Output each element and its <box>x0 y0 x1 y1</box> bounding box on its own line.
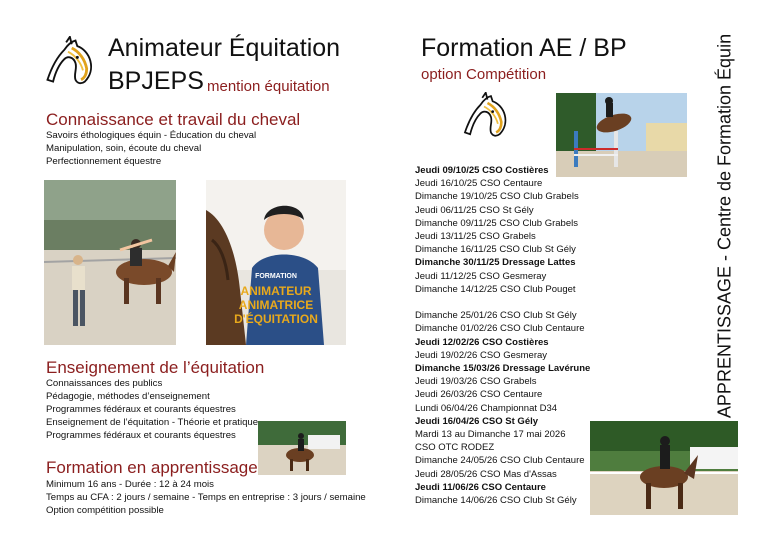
title-line1: Animateur Équitation <box>108 34 341 62</box>
list-item: Temps au CFA : 2 jours / semaine - Temps en entreprise : 3 jours / semaine <box>46 492 366 503</box>
list-item: Option compétition possible <box>46 505 164 516</box>
schedule-item: Dimanche 01/02/26 CSO Club Centaure <box>415 323 585 335</box>
schedule-item: Jeudi 28/05/26 CSO Mas d'Assas <box>415 468 557 480</box>
schedule-item: Dimanche 16/11/25 CSO Club St Gély <box>415 244 576 256</box>
schedule-item: Dimanche 14/12/25 CSO Club Pouget <box>415 283 576 295</box>
schedule-item: Jeudi 11/12/25 CSO Gesmeray <box>415 270 547 282</box>
photo-poster <box>206 180 346 345</box>
list-item: Manipulation, soin, écoute du cheval <box>46 143 202 154</box>
section2-list <box>46 377 258 442</box>
schedule-item: Dimanche 19/10/25 CSO Club Grabels <box>415 191 579 203</box>
list-item: Perfectionnement équestre <box>46 156 162 167</box>
schedule-item: Jeudi 12/02/26 CSO Costières <box>415 336 549 348</box>
poster-line1: ANIMATEUR <box>240 284 312 298</box>
photo-vaulting <box>44 180 176 345</box>
schedule-item: Jeudi 11/06/26 CSO Centaure <box>415 481 546 493</box>
schedule-item: CSO OTC RODEZ <box>415 442 495 454</box>
poster-label: FORMATION <box>255 273 297 280</box>
schedule-item: Dimanche 30/11/25 Dressage Lattes <box>415 257 576 269</box>
schedule-item: Jeudi 16/04/26 CSO St Gély <box>415 415 539 427</box>
list-item: Minimum 16 ans - Durée : 12 à 24 mois <box>46 479 214 490</box>
title-line2: BPJEPS <box>108 67 204 95</box>
schedule-item: Dimanche 25/01/26 CSO Club St Gély <box>415 310 577 322</box>
photo-dressage-small <box>258 421 346 475</box>
section1-list <box>46 129 256 168</box>
schedule-item: Dimanche 15/03/26 Dressage Lavérune <box>415 363 591 375</box>
section3-title: Formation en apprentissage <box>46 458 258 477</box>
schedule-item: Dimanche 09/11/25 CSO Club Grabels <box>415 217 578 229</box>
schedule-item: Jeudi 16/10/25 CSO Centaure <box>415 178 543 190</box>
poster-line3: D'ÉQUITATION <box>234 312 318 326</box>
schedule-item: Jeudi 13/11/25 CSO Grabels <box>415 231 536 243</box>
poster-line2: ANIMATRICE <box>238 298 314 312</box>
horse-head-logo <box>458 92 510 140</box>
vertical-title-text: APPRENTISSAGE - Centre de Formation Équin <box>714 33 735 419</box>
list-item: Pédagogie, méthodes d’enseignement <box>46 391 210 402</box>
section2-title: Enseignement de l’équitation <box>46 358 265 377</box>
schedule-item: Jeudi 06/11/25 CSO St Gély <box>415 204 534 216</box>
list-item: Connaissances des publics <box>46 378 163 389</box>
schedule-item: Jeudi 26/03/26 CSO Centaure <box>415 389 543 401</box>
section1-title: Connaissance et travail du cheval <box>46 110 301 129</box>
schedule-list <box>415 164 590 507</box>
photo-dressage-large <box>590 421 738 515</box>
schedule-item: Jeudi 19/03/26 CSO Grabels <box>415 376 537 388</box>
vertical-title <box>712 33 738 419</box>
horse-head-logo <box>40 36 96 88</box>
right-subtitle: option Compétition <box>421 66 547 83</box>
list-item: Programmes fédéraux et courants équestres <box>46 430 236 441</box>
schedule-item: Mardi 13 au Dimanche 17 mai 2026 <box>415 429 566 441</box>
list-item: Savoirs éthologiques équin - Éducation du cheval <box>46 130 257 141</box>
schedule-item: Dimanche 14/06/26 CSO Club St Gély <box>415 495 577 507</box>
title-mention: mention équitation <box>207 78 330 95</box>
schedule-item: Jeudi 09/10/25 CSO Costières <box>415 165 549 176</box>
schedule-item: Dimanche 24/05/26 CSO Club Centaure <box>415 455 585 467</box>
schedule-gap <box>415 296 590 309</box>
schedule-item: Jeudi 19/02/26 CSO Gesmeray <box>415 349 548 361</box>
section3-list <box>46 478 366 517</box>
right-title: Formation AE / BP <box>421 34 627 62</box>
list-item: Enseignement de l’équitation - Théorie et pratique <box>46 417 259 428</box>
list-item: Programmes fédéraux et courants équestres <box>46 404 236 415</box>
schedule-item: Lundi 06/04/26 Championnat D34 <box>415 402 558 414</box>
